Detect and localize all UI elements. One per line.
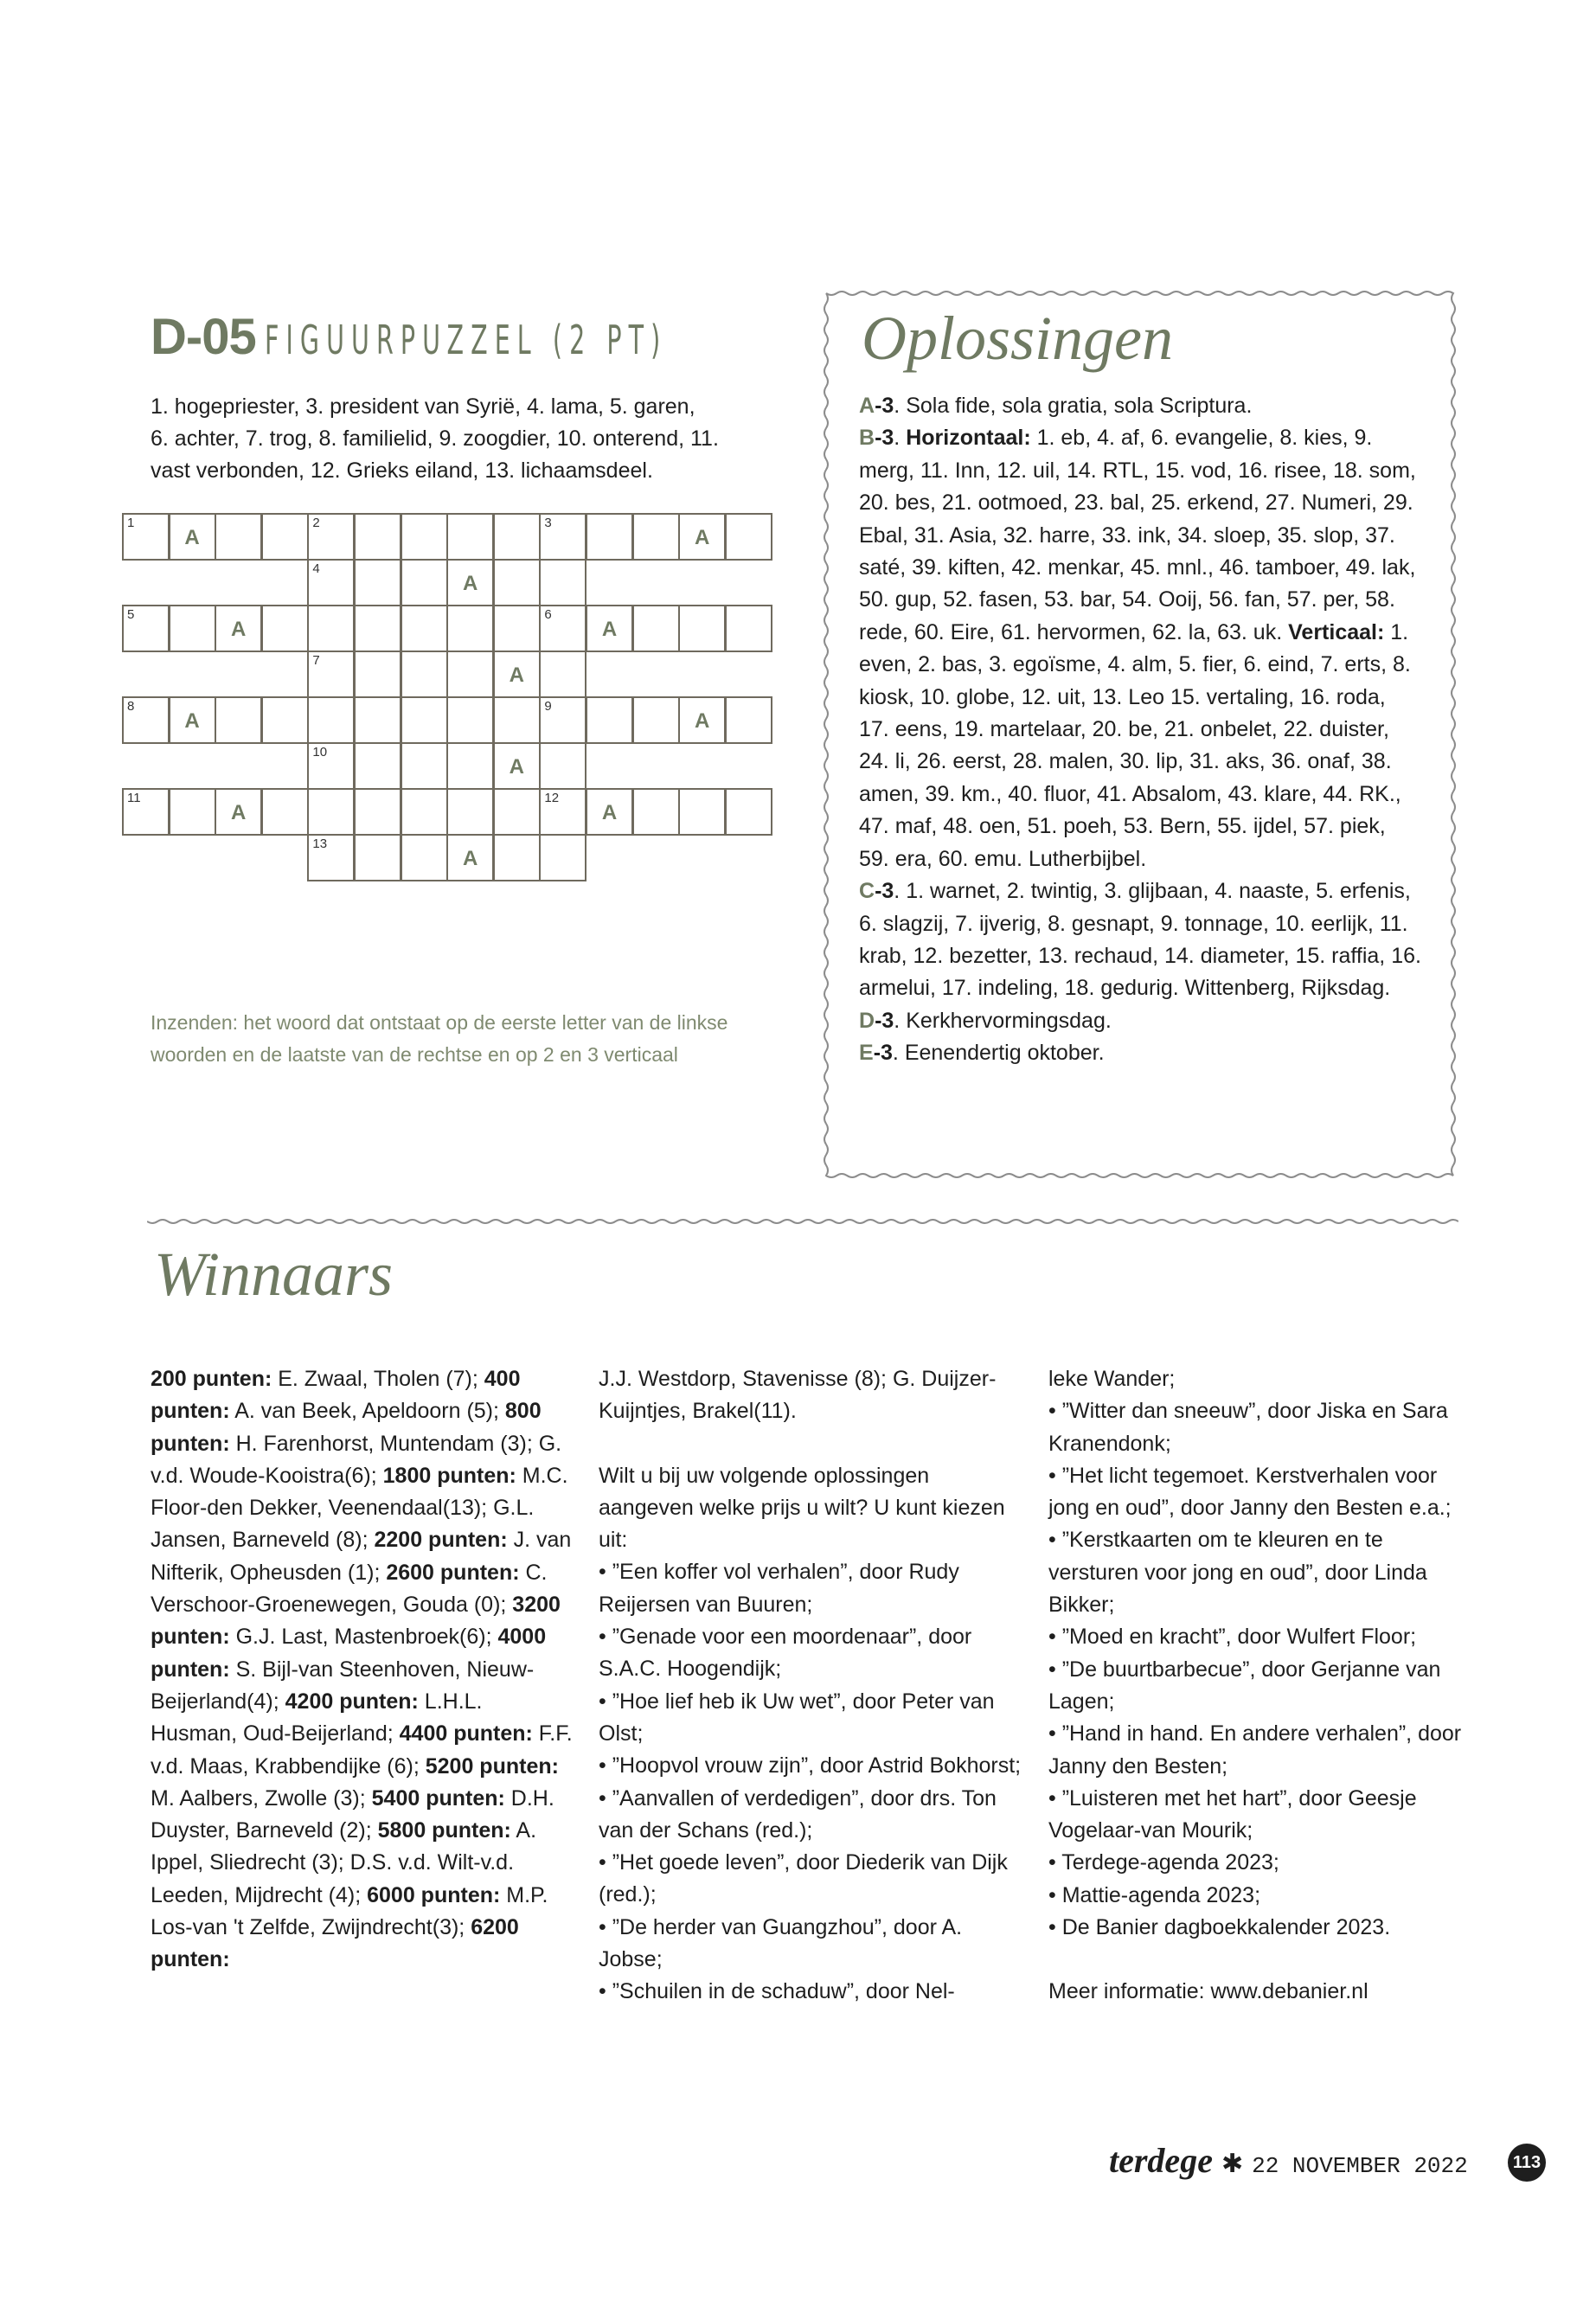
grid-cell [169, 788, 216, 836]
grid-letter: A [695, 709, 710, 733]
grid-cell [493, 651, 541, 698]
grid-clue-number: 5 [127, 607, 135, 622]
prize-item: • ”Hand in hand. En andere verhalen”, door Janny den Besten; [1048, 1721, 1462, 1779]
solution-a: A-3. Sola fide, sola gratia, sola Scriptura. [859, 394, 1253, 418]
prize-item: • ”Hoe lief heb ik Uw wet”, door Peter van Olst; [599, 1689, 995, 1746]
grid-letter: A [184, 709, 200, 733]
submit-line: woorden en de laatste van de rechtse en op 2 en 3 verticaal [151, 1043, 678, 1066]
grid-letter: A [509, 755, 524, 779]
prize-item: • Mattie-agenda 2023; [1048, 1882, 1261, 1907]
grid-cell [401, 605, 448, 652]
grid-cell [539, 651, 586, 698]
grid-cell [539, 696, 586, 744]
grid-cell [354, 834, 401, 881]
winners-title: Winnaars [154, 1240, 394, 1309]
grid-cell [307, 651, 355, 698]
puzzle-title: FIGUURPUZZEL (2 PT) [264, 317, 668, 363]
grid-cell [215, 788, 262, 836]
prize-item: • De Banier dagboekkalender 2023. [1048, 1915, 1391, 1940]
grid-cell [493, 742, 541, 790]
winners-list: 200 punten: E. Zwaal, Tholen (7); 400 punten: A. van Beek, Apeldoorn (5); 800 punten: H. Farenhorst, Muntendam (3); G. v.d. Woude-Kooistra(6); 1800 punten: M.C. Floor-den Dekker, Veenendaal(13); G.L. Jansen, Barneveld (8); 2200 punten: J. van Nifterik, Opheusden (1); 2600 punten: C. Verschoor-Groenewegen, Gouda (0); 3200 punten: G.J. Last, Mastenbroek(6); 4000 punten: S. Bijl-van Steenhoven, Nieuw-Beijerland(4); 4200 punten: L.H.L. Husman, Oud-Beijerland; 4400 punten: F.F. v.d. Maas, Krabbendijke (6); 5200 punten: M. Aalbers, Zwolle (3); 5400 punten: D.H. Duyster, Barneveld (2); 5800 punten: A. Ippel, Sliedrecht (3); D.S. v.d. Wilt-v.d. Leeden, Mijdrecht (4); 6000 punten: M.P. Los-van 't Zelfde, Zwijndrecht(3); 6200 punten: [151, 1367, 573, 1972]
winners-column-3 [1048, 1363, 1472, 2009]
puzzle-header [151, 308, 913, 366]
grid-cell [354, 605, 401, 652]
prize-item: • ”Moed en kracht”, door Wulfert Floor; [1048, 1625, 1417, 1650]
grid-clue-number: 4 [312, 561, 320, 576]
grid-cell [632, 605, 680, 652]
grid-cell [122, 605, 170, 652]
grid-cell [539, 742, 586, 790]
grid-cell [446, 834, 494, 881]
grid-cell [354, 788, 401, 836]
winners-column-1 [151, 1363, 574, 1977]
prize-item: • ”Witter dan sneeuw”, door Jiska en Sara Kranendonk; [1048, 1399, 1448, 1456]
grid-cell [401, 742, 448, 790]
grid-cell [401, 834, 448, 881]
solution-e: E-3. Eenendertig oktober. [859, 1041, 1105, 1066]
grid-cell [169, 605, 216, 652]
grid-cell [678, 513, 726, 561]
grid-cell [122, 696, 170, 744]
grid-cell [446, 651, 494, 698]
grid-cell [307, 742, 355, 790]
grid-letter: A [695, 526, 710, 549]
solution-a-label: A [859, 394, 875, 418]
magazine-logo: terdege [1109, 2141, 1213, 2180]
prize-item: • ”Het licht tegemoet. Kerstverhalen voor jong en oud”, door Janny den Besten e.a.; [1048, 1463, 1452, 1521]
prize-list [1048, 1363, 1472, 1944]
grid-cell [586, 605, 633, 652]
solution-d: D-3. Kerkhervormingsdag. [859, 1008, 1112, 1033]
grid-clue-number: 2 [312, 516, 320, 530]
issue-date: 22 NOVEMBER 2022 [1252, 2153, 1468, 2179]
winners-column-2 [599, 1363, 1022, 2009]
grid-cell [307, 788, 355, 836]
grid-cell [122, 513, 170, 561]
prize-item: • ”Het goede leven”, door Diederik van Dijk (red.); [599, 1850, 1008, 1907]
clues-line: vast verbonden, 12. Grieks eiland, 13. lichaamsdeel. [151, 458, 653, 483]
grid-cell [678, 605, 726, 652]
grid-cell [586, 788, 633, 836]
grid-cell [401, 559, 448, 606]
clues-line: 1. hogepriester, 3. president van Syrië, 4. lama, 5. garen, [151, 394, 695, 419]
grid-cell [261, 788, 309, 836]
grid-cell [215, 605, 262, 652]
grid-cell [725, 696, 772, 744]
grid-letter: A [601, 801, 618, 824]
solution-c: C-3. 1. warnet, 2. twintig, 3. glijbaan, 4. naaste, 5. erfenis, 6. slagzij, 7. ijverig, 8. gesnapt, 9. tonnage, 10. eerlijk, 11. krab, 12. bezetter, 13. rechaud, 14. diameter, 15. raffia, 16. armelui, 17. indeling, 18. gedurig. Wittenberg, Rijksdag. [859, 879, 1421, 1001]
grid-cell [493, 788, 541, 836]
grid-cell [401, 651, 448, 698]
grid-letter: A [231, 801, 247, 824]
grid-cell [446, 742, 494, 790]
prize-item: • ”Hoopvol vrouw zijn”, door Astrid Bokhorst; [599, 1753, 1022, 1779]
winners-list-continued: J.J. Westdorp, Stavenisse (8); G. Duijzer-Kuijntjes, Brakel(11). [599, 1367, 997, 1424]
grid-clue-number: 11 [127, 791, 141, 805]
solutions-text [859, 390, 1421, 1070]
grid-clue-number: 9 [544, 699, 552, 714]
grid-cell [354, 696, 401, 744]
solution-d-label: D [859, 1008, 875, 1033]
grid-cell [307, 605, 355, 652]
grid-letter: A [463, 847, 478, 870]
grid-cell [725, 605, 772, 652]
prize-item: • ”De buurtbarbecue”, door Gerjanne van Lagen; [1048, 1657, 1441, 1714]
grid-cell [725, 513, 772, 561]
prize-item: • Terdege-agenda 2023; [1048, 1850, 1279, 1875]
grid-clue-number: 10 [312, 745, 328, 760]
grid-cell [307, 513, 355, 561]
grid-cell [169, 696, 216, 744]
prize-item: • ”De herder van Guangzhou”, door A. Jobse; [599, 1914, 963, 1972]
grid-letter: A [601, 618, 618, 641]
wavy-divider [147, 1215, 1458, 1227]
prize-list [599, 1556, 1022, 2008]
grid-cell [678, 788, 726, 836]
grid-cell [261, 513, 309, 561]
grid-cell [446, 605, 494, 652]
grid-cell [307, 559, 355, 606]
grid-cell [401, 513, 448, 561]
grid-clue-number: 12 [544, 791, 560, 805]
grid-clue-number: 13 [312, 836, 328, 851]
grid-letter: A [184, 526, 200, 549]
grid-cell [493, 696, 541, 744]
solution-b: B-3. Horizontaal: 1. eb, 4. af, 6. evangelie, 8. kies, 9. merg, 11. Inn, 12. uil, 14. RTL, 15. vod, 16. risee, 18. som, 20. bes, 21. ootmoed, 23. bal, 25. erkend, 27. Numeri, 29. Ebal, 31. Asia, 32. harre, 33. ink, 34. sloep, 35. slop, 37. saté, 39. kiften, 42. menkar, 45. mnl., 46. tamboer, 49. lak, 50. gup, 52. fasen, 53. bar, 54. Ooij, 56. fan, 57. per, 58. rede, 60. Eire, 61. hervormen, 62. la, 63. uk. Verticaal: 1. even, 2. bas, 3. egoïsme, 4. alm, 5. fier, 6. eind, 7. erts, 8. kiosk, 10. globe, 12. uit, 13. Leo 15. vertaling, 16. roda, 17. eens, 19. martelaar, 20. be, 21. onbelet, 22. duister, 24. li, 26. eerst, 28. malen, 30. lip, 31. aks, 36. onaf, 38. amen, 39. km., 40. fluor, 41. Absalom, 43. klare, 44. RK., 47. maf, 48. oen, 51. poeh, 53. Bern, 55. ijdel, 57. piek, 59. era, 60. emu. Lutherbijbel. [859, 426, 1416, 871]
grid-cell [446, 513, 494, 561]
clues-line: 6. achter, 7. trog, 8. familielid, 9. zoogdier, 10. onterend, 11. [151, 426, 719, 451]
grid-letter: A [463, 572, 478, 595]
grid-clue-number: 8 [127, 699, 135, 714]
prize-item: leke Wander; [1048, 1367, 1176, 1391]
grid-clue-number: 1 [127, 516, 135, 530]
grid-cell [215, 513, 262, 561]
grid-cell [493, 559, 541, 606]
footer [1109, 2140, 1468, 2181]
grid-cell [307, 696, 355, 744]
grid-cell [493, 834, 541, 881]
grid-cell [586, 513, 633, 561]
grid-cell [725, 788, 772, 836]
grid-cell [632, 513, 680, 561]
grid-letter: A [509, 663, 524, 687]
solution-b-label: B [859, 426, 875, 451]
grid-cell [354, 513, 401, 561]
prize-item: • ”Een koffer vol verhalen”, door Rudy Reijersen van Buuren; [599, 1560, 959, 1617]
grid-cell [446, 788, 494, 836]
submit-line: Inzenden: het woord dat ontstaat op de eerste letter van de linkse [151, 1011, 728, 1034]
prize-item: • ”Aanvallen of verdedigen”, door drs. Ton van der Schans (red.); [599, 1785, 997, 1843]
solutions-title: Oplossingen [862, 304, 1173, 373]
grid-cell [539, 605, 586, 652]
grid-cell [493, 605, 541, 652]
grid-cell [354, 742, 401, 790]
grid-cell [169, 513, 216, 561]
grid-cell [354, 559, 401, 606]
grid-cell [678, 696, 726, 744]
grid-cell [401, 696, 448, 744]
page-number: 113 [1508, 2144, 1546, 2182]
prize-item: • ”Luisteren met het hart”, door Geesje Vogelaar-van Mourik; [1048, 1785, 1417, 1843]
prize-item: • ”Genade voor een moordenaar”, door S.A.C. Hoogendijk; [599, 1625, 972, 1682]
grid-cell [539, 559, 586, 606]
grid-cell [539, 788, 586, 836]
grid-cell [215, 696, 262, 744]
grid-cell [122, 788, 170, 836]
crossword-grid [122, 513, 771, 883]
grid-cell [307, 834, 355, 881]
grid-cell [261, 696, 309, 744]
grid-cell [401, 788, 448, 836]
grid-cell [632, 788, 680, 836]
grid-clue-number: 6 [544, 607, 552, 622]
solution-c-label: C [859, 879, 875, 904]
star-icon: ✱ [1221, 2150, 1244, 2178]
grid-clue-number: 3 [544, 516, 552, 530]
grid-cell [539, 513, 586, 561]
prize-item: • ”Schuilen in de schaduw”, door Nel- [599, 1979, 955, 2004]
grid-cell [632, 696, 680, 744]
grid-cell [446, 559, 494, 606]
solution-e-label: E [859, 1041, 874, 1066]
grid-letter: A [231, 618, 247, 641]
prize-intro: Wilt u bij uw volgende oplossingen aangeven welke prijs u wilt? U kunt kiezen uit: [599, 1463, 1005, 1553]
more-info: Meer informatie: www.debanier.nl [1048, 1979, 1368, 2004]
grid-cell [261, 605, 309, 652]
grid-cell [446, 696, 494, 744]
grid-cell [493, 513, 541, 561]
submit-instructions [151, 1007, 808, 1071]
grid-clue-number: 7 [312, 653, 320, 668]
prize-item: • ”Kerstkaarten om te kleuren en te versturen voor jong en oud”, door Linda Bikker; [1048, 1528, 1427, 1618]
grid-cell [539, 834, 586, 881]
puzzle-clues [151, 391, 791, 487]
grid-cell [586, 696, 633, 744]
grid-cell [354, 651, 401, 698]
puzzle-code: D-05 [151, 309, 256, 365]
